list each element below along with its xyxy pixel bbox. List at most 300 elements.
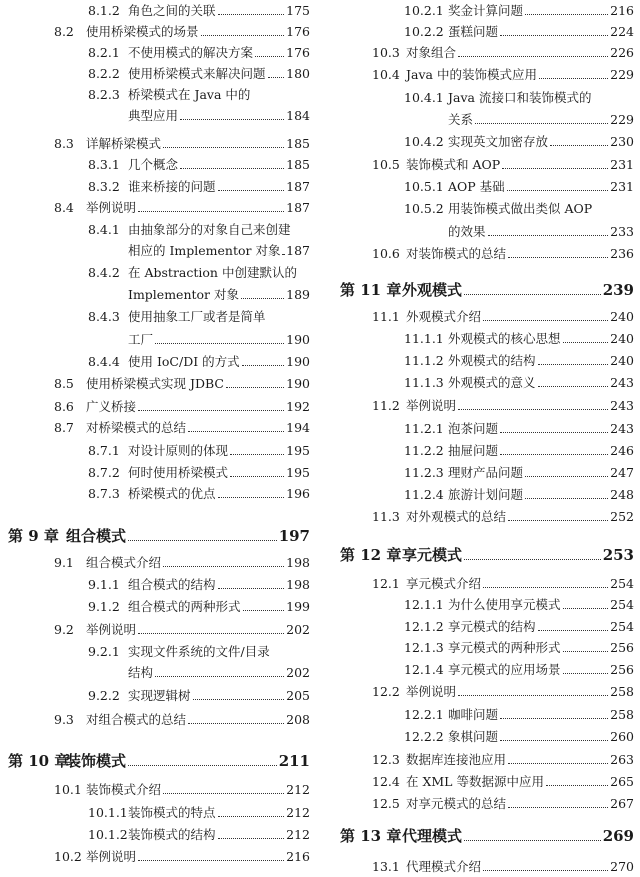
toc-entry-row xyxy=(332,176,640,197)
toc-entry-row xyxy=(332,637,640,658)
toc-leader-dots xyxy=(458,45,608,57)
toc-entry-title[interactable]: 装饰模式 xyxy=(66,752,127,770)
toc-leader-dots xyxy=(163,555,284,567)
toc-entry-number: 11.2.2 xyxy=(404,443,444,458)
toc-entry-title[interactable]: 对装饰模式的总结 xyxy=(406,246,507,261)
toc-leader-dots xyxy=(180,157,284,169)
toc-entry-number: 8.7 xyxy=(54,420,74,435)
toc-leader-dots xyxy=(241,287,284,299)
toc-leader-dots xyxy=(230,465,284,477)
toc-leader-dots xyxy=(193,688,285,700)
toc-leader-dots xyxy=(138,849,284,861)
toc-entry-row xyxy=(332,306,640,327)
toc-entry-title[interactable]: 外观模式的意义 xyxy=(448,375,536,390)
toc-entry-title[interactable]: 理财产品问题 xyxy=(448,465,524,480)
toc-entry-title[interactable]: 享元模式 xyxy=(402,546,463,564)
toc-leader-dots xyxy=(538,375,609,387)
toc-entry-title[interactable]: 谁来桥接的问题 xyxy=(128,179,216,194)
toc-leader-dots xyxy=(500,729,608,741)
toc-entry-title[interactable]: 泡茶问题 xyxy=(448,421,499,436)
toc-entry-number: 10.1 xyxy=(54,782,82,797)
toc-entry-title[interactable]: 使用桥梁模式的场景 xyxy=(86,24,199,39)
toc-page-number: 260 xyxy=(610,729,634,744)
toc-page-number: 230 xyxy=(610,134,634,149)
toc-entry-number: 11.3 xyxy=(372,509,400,524)
toc-entry-row xyxy=(332,771,640,792)
toc-entry-row xyxy=(0,176,316,197)
toc-entry-title[interactable]: 装饰模式介绍 xyxy=(86,782,162,797)
toc-page-number: 187 xyxy=(286,243,310,258)
toc-entry-row xyxy=(0,197,316,218)
toc-entry-title[interactable]: 举例说明 xyxy=(406,684,457,699)
toc-entry-number: 8.3.2 xyxy=(88,179,120,194)
toc-entry-title[interactable]: 广义桥接 xyxy=(86,399,137,414)
toc-entry-number: 11.1.3 xyxy=(404,375,444,390)
toc-entry-row xyxy=(332,484,640,505)
toc-entry-number: 8.4.4 xyxy=(88,354,120,369)
toc-page-number: 256 xyxy=(610,662,634,677)
toc-leader-dots xyxy=(483,576,608,588)
toc-entry-title[interactable]: 不使用模式的解决方案 xyxy=(128,45,254,60)
toc-entry-title[interactable]: 对设计原则的体现 xyxy=(128,443,229,458)
toc-page-number: 233 xyxy=(610,224,634,239)
toc-leader-dots xyxy=(268,66,285,78)
toc-entry-title[interactable]: 对象组合 xyxy=(406,45,457,60)
toc-entry-title[interactable]: 使用桥梁模式来解决问题 xyxy=(128,66,266,81)
toc-entry-title[interactable]: 工厂 xyxy=(128,332,154,347)
toc-leader-dots xyxy=(458,398,608,410)
toc-entry-number: 12.1.3 xyxy=(404,640,444,655)
toc-leader-dots xyxy=(138,399,284,411)
toc-entry-number: 11.2 xyxy=(372,398,400,413)
toc-leader-dots xyxy=(218,827,285,839)
toc-entry-title[interactable]: 举例说明 xyxy=(86,849,137,864)
toc-page-number: 190 xyxy=(286,332,310,347)
toc-page-number: 229 xyxy=(610,67,634,82)
toc-page-number: 246 xyxy=(610,443,634,458)
toc-entry-row xyxy=(0,619,316,640)
toc-page-number: 267 xyxy=(610,796,634,811)
toc-page-number: 184 xyxy=(286,108,310,123)
toc-entry-row xyxy=(0,483,316,504)
toc-entry-row xyxy=(0,133,316,154)
toc-leader-dots xyxy=(538,353,609,365)
toc-entry-number: 12.2 xyxy=(372,684,400,699)
toc-entry-title[interactable]: 对享元模式的总结 xyxy=(406,796,507,811)
toc-entry-title[interactable]: 数据库连接池应用 xyxy=(406,752,507,767)
toc-leader-dots xyxy=(218,3,285,15)
toc-entry-title[interactable]: 典型应用 xyxy=(128,108,179,123)
toc-entry-title[interactable]: 使用 IoC/DI 的方式 xyxy=(128,354,240,369)
toc-entry-number: 11.1 xyxy=(372,309,400,324)
toc-page-number: 175 xyxy=(286,3,310,18)
toc-entry-title[interactable]: 组合模式的两种形式 xyxy=(128,599,241,614)
toc-entry-row xyxy=(0,351,316,372)
toc-entry-number: 12.5 xyxy=(372,796,400,811)
toc-page-number: 196 xyxy=(286,486,310,501)
toc-entry-number: 12.4 xyxy=(372,774,400,789)
toc-page-number: 202 xyxy=(286,665,310,680)
toc-entry-title[interactable]: 角色之间的关联 xyxy=(128,3,216,18)
toc-entry-row xyxy=(0,440,316,461)
toc-entry-title[interactable]: 享元模式介绍 xyxy=(406,576,482,591)
toc-entry-row xyxy=(332,573,640,594)
toc-entry-row xyxy=(332,109,640,130)
toc-entry-number: 12.2.1 xyxy=(404,707,444,722)
toc-leader-dots xyxy=(508,796,608,808)
toc-entry-number: 第 13 章 xyxy=(340,827,402,845)
toc-page-number: 240 xyxy=(610,309,634,324)
toc-leader-dots xyxy=(163,136,284,148)
toc-entry-title[interactable]: 蛋糕问题 xyxy=(448,24,499,39)
toc-page-number: 226 xyxy=(610,45,634,60)
toc-entry-title[interactable]: 实现英文加密存放 xyxy=(448,134,549,149)
toc-entry-number: 12.2.2 xyxy=(404,729,444,744)
toc-entry-title[interactable]: 由抽象部分的对象自己来创建 xyxy=(128,222,291,237)
toc-entry-title[interactable]: 旅游计划问题 xyxy=(448,487,524,502)
toc-leader-dots xyxy=(475,112,608,124)
toc-leader-dots xyxy=(188,712,284,724)
toc-entry-title[interactable]: 外观模式 xyxy=(402,281,463,299)
toc-chapter-row xyxy=(332,540,640,570)
toc-entry-number: 11.2.4 xyxy=(404,487,444,502)
toc-page-number: 212 xyxy=(286,827,310,842)
toc-entry-title[interactable]: 桥梁模式的优点 xyxy=(128,486,216,501)
toc-page-number: 231 xyxy=(610,179,634,194)
toc-entry-title[interactable]: 在 XML 等数据源中应用 xyxy=(406,774,544,789)
toc-entry-row xyxy=(0,373,316,394)
toc-leader-dots xyxy=(563,331,609,343)
toc-page-number: 199 xyxy=(286,599,310,614)
toc-entry-title[interactable]: 对外观模式的总结 xyxy=(406,509,507,524)
toc-entry-number: 12.1.4 xyxy=(404,662,444,677)
toc-entry-number: 8.4.2 xyxy=(88,265,120,280)
toc-entry-row xyxy=(332,681,640,702)
toc-leader-dots xyxy=(282,243,284,255)
toc-entry-number: 9.2 xyxy=(54,622,74,637)
toc-entry-title[interactable]: 举例说明 xyxy=(86,200,137,215)
toc-leader-dots xyxy=(483,859,608,871)
toc-entry-row xyxy=(0,824,316,845)
toc-leader-dots xyxy=(500,707,608,719)
toc-entry-title[interactable]: 用装饰模式做出类似 AOP xyxy=(448,201,593,216)
toc-entry-title[interactable]: 几个概念 xyxy=(128,157,179,172)
toc-entry-title[interactable]: 关系 xyxy=(448,112,474,127)
toc-leader-dots xyxy=(138,622,284,634)
toc-leader-dots xyxy=(500,443,608,455)
toc-leader-dots xyxy=(563,662,609,674)
toc-entry-row xyxy=(0,42,316,63)
toc-entry-title[interactable]: 奖金计算问题 xyxy=(448,3,524,18)
toc-page-number: 258 xyxy=(610,707,634,722)
toc-page-number: 256 xyxy=(610,640,634,655)
toc-entry-number: 第 10 章 xyxy=(8,752,70,770)
toc-entry-number: 8.4 xyxy=(54,200,74,215)
toc-entry-title[interactable]: 享元模式的结构 xyxy=(448,619,536,634)
toc-entry-title[interactable]: 外观模式介绍 xyxy=(406,309,482,324)
toc-entry-title[interactable]: 对组合模式的总结 xyxy=(86,712,187,727)
toc-page-number: 270 xyxy=(610,859,634,874)
toc-leader-dots xyxy=(507,179,608,191)
toc-page-number: 185 xyxy=(286,136,310,151)
toc-chapter-row xyxy=(332,821,640,851)
toc-entry-row xyxy=(332,0,640,21)
toc-leader-dots xyxy=(163,782,284,794)
toc-entry-row xyxy=(332,793,640,814)
toc-page-number: 229 xyxy=(610,112,634,127)
toc-page-number: 211 xyxy=(278,752,310,770)
toc-entry-row xyxy=(0,105,316,126)
toc-entry-row xyxy=(0,662,316,683)
toc-page-number: 240 xyxy=(610,353,634,368)
toc-entry-number: 8.4.1 xyxy=(88,222,120,237)
toc-page-number: 195 xyxy=(286,443,310,458)
toc-entry-row xyxy=(0,0,316,21)
toc-entry-title[interactable]: 何时使用桥梁模式 xyxy=(128,465,229,480)
toc-page-number: 189 xyxy=(286,287,310,302)
toc-entry-row xyxy=(332,704,640,725)
toc-entry-title[interactable]: 享元模式的应用场景 xyxy=(448,662,561,677)
toc-entry-row xyxy=(0,574,316,595)
toc-entry-title[interactable]: 实现逻辑树 xyxy=(128,688,191,703)
toc-page-number: 208 xyxy=(286,712,310,727)
toc-page-number: 198 xyxy=(286,577,310,592)
toc-entry-title[interactable]: 举例说明 xyxy=(86,622,137,637)
toc-page-number: 254 xyxy=(610,576,634,591)
toc-entry-number: 10.5.2 xyxy=(404,201,444,216)
toc-page-number: 254 xyxy=(610,597,634,612)
toc-leader-dots xyxy=(483,309,608,321)
toc-leader-dots xyxy=(550,134,608,146)
toc-entry-title[interactable]: 代理模式介绍 xyxy=(406,859,482,874)
toc-page-number: 195 xyxy=(286,465,310,480)
toc-page-number: 205 xyxy=(286,688,310,703)
toc-leader-dots xyxy=(218,486,285,498)
toc-entry-title[interactable]: 组合模式 xyxy=(66,527,127,545)
toc-entry-row xyxy=(332,131,640,152)
toc-entry-number: 第 9 章 xyxy=(8,527,59,545)
toc-page-number: 240 xyxy=(610,331,634,346)
toc-entry-row xyxy=(0,240,316,261)
toc-entry-title[interactable]: 代理模式 xyxy=(402,827,463,845)
toc-entry-title[interactable]: 抽屉问题 xyxy=(448,443,499,458)
toc-entry-row xyxy=(0,709,316,730)
toc-entry-number: 10.4 xyxy=(372,67,400,82)
toc-entry-number: 8.7.3 xyxy=(88,486,120,501)
toc-leader-dots xyxy=(464,827,601,842)
toc-leader-dots xyxy=(508,246,608,258)
toc-entry-number: 8.4.3 xyxy=(88,309,120,324)
toc-leader-dots xyxy=(243,599,285,611)
toc-entry-number: 8.2.3 xyxy=(88,87,120,102)
toc-entry-number: 9.2.2 xyxy=(88,688,120,703)
toc-entry-row xyxy=(332,243,640,264)
toc-entry-number: 12.1 xyxy=(372,576,400,591)
toc-entry-title[interactable]: AOP 基础 xyxy=(448,179,505,194)
toc-leader-dots xyxy=(255,45,284,57)
toc-entry-title[interactable]: Java 流接口和装饰模式的 xyxy=(448,90,592,105)
toc-entry-number: 10.4.2 xyxy=(404,134,444,149)
toc-leader-dots xyxy=(525,3,608,15)
toc-entry-row xyxy=(332,198,640,219)
toc-leader-dots xyxy=(218,179,285,191)
toc-entry-row xyxy=(0,21,316,42)
toc-entry-row xyxy=(0,329,316,350)
toc-leader-dots xyxy=(508,752,608,764)
toc-entry-row xyxy=(332,506,640,527)
toc-chapter-row xyxy=(0,746,316,776)
toc-leader-dots xyxy=(201,24,285,36)
toc-page-number: 190 xyxy=(286,354,310,369)
toc-page-number: 185 xyxy=(286,157,310,172)
toc-page-number: 216 xyxy=(610,3,634,18)
toc-leader-dots xyxy=(525,465,608,477)
toc-entry-number: 10.5 xyxy=(372,157,400,172)
toc-entry-row xyxy=(0,596,316,617)
toc-entry-row xyxy=(0,779,316,800)
toc-leader-dots xyxy=(502,157,608,169)
toc-entry-row xyxy=(0,846,316,867)
toc-entry-title[interactable]: 咖啡问题 xyxy=(448,707,499,722)
toc-entry-number: 9.2.1 xyxy=(88,644,120,659)
toc-entry-row xyxy=(332,440,640,461)
toc-entry-number: 8.7.2 xyxy=(88,465,120,480)
toc-leader-dots xyxy=(128,752,277,767)
toc-leader-dots xyxy=(464,281,601,296)
toc-entry-row xyxy=(332,418,640,439)
toc-page-number: 239 xyxy=(602,281,634,299)
toc-entry-title[interactable]: 桥梁模式在 Java 中的 xyxy=(128,87,251,102)
toc-entry-title[interactable]: 组合模式的结构 xyxy=(128,577,216,592)
toc-entry-number: 11.1.2 xyxy=(404,353,444,368)
toc-page-number: 243 xyxy=(610,421,634,436)
toc-entry-title[interactable]: 装饰模式的特点 xyxy=(128,805,216,820)
toc-entry-title[interactable]: 结构 xyxy=(128,665,154,680)
toc-entry-title[interactable]: 享元模式的两种形式 xyxy=(448,640,561,655)
toc-page-number: 248 xyxy=(610,487,634,502)
toc-entry-row xyxy=(332,594,640,615)
toc-page-number: 176 xyxy=(286,24,310,39)
toc-page-number: 252 xyxy=(610,509,634,524)
toc-page-number: 197 xyxy=(278,527,310,545)
toc-page-number: 269 xyxy=(602,827,634,845)
toc-leader-dots xyxy=(218,805,285,817)
toc-entry-title[interactable]: Java 中的装饰模式应用 xyxy=(406,67,537,82)
toc-entry-title[interactable]: 装饰模式的结构 xyxy=(128,827,216,842)
toc-page-number: 192 xyxy=(286,399,310,414)
toc-leader-dots xyxy=(230,443,284,455)
toc-entry-number: 11.1.1 xyxy=(404,331,444,346)
toc-entry-number: 8.3.1 xyxy=(88,157,120,172)
toc-entry-number: 8.1.2 xyxy=(88,3,120,18)
toc-entry-row xyxy=(332,42,640,63)
toc-page-number: 247 xyxy=(610,465,634,480)
toc-entry-title[interactable]: 组合模式介绍 xyxy=(86,555,162,570)
toc-entry-title[interactable]: Implementor 对象 xyxy=(128,287,239,302)
toc-entry-row xyxy=(332,221,640,242)
toc-entry-number: 9.1.1 xyxy=(88,577,120,592)
toc-entry-title[interactable]: 使用桥梁模式实现 JDBC xyxy=(86,376,224,391)
toc-entry-row xyxy=(332,21,640,42)
toc-entry-row xyxy=(0,685,316,706)
toc-page-number: 224 xyxy=(610,24,634,39)
toc-entry-title[interactable]: 实现文件系统的文件/目录 xyxy=(128,644,270,659)
toc-page-number: 243 xyxy=(610,398,634,413)
toc-entry-number: 8.3 xyxy=(54,136,74,151)
toc-entry-title[interactable]: 在 Abstraction 中创建默认的 xyxy=(128,265,297,280)
toc-entry-title[interactable]: 使用抽象工厂或者是简单 xyxy=(128,309,266,324)
toc-page-number: 253 xyxy=(602,546,634,564)
toc-page-number: 190 xyxy=(286,376,310,391)
toc-entry-number: 9.1 xyxy=(54,555,74,570)
toc-page-number: 176 xyxy=(286,45,310,60)
toc-entry-title[interactable]: 举例说明 xyxy=(406,398,457,413)
toc-leader-dots xyxy=(155,332,284,344)
toc-entry-title[interactable]: 相应的 Implementor 对象 xyxy=(128,243,281,258)
toc-entry-row xyxy=(332,372,640,393)
toc-entry-title[interactable]: 对桥梁模式的总结 xyxy=(86,420,187,435)
toc-entry-number: 第 11 章 xyxy=(340,281,402,299)
toc-entry-number: 9.3 xyxy=(54,712,74,727)
toc-entry-row xyxy=(332,395,640,416)
toc-entry-number: 10.1.1 xyxy=(88,805,128,820)
toc-leader-dots xyxy=(563,597,609,609)
toc-entry-number: 11.2.1 xyxy=(404,421,444,436)
toc-leader-dots xyxy=(546,774,608,786)
toc-entry-number: 10.2 xyxy=(54,849,82,864)
toc-entry-title[interactable]: 的效果 xyxy=(448,224,486,239)
toc-entry-number: 10.5.1 xyxy=(404,179,444,194)
toc-entry-row xyxy=(332,659,640,680)
toc-entry-title[interactable]: 外观模式的结构 xyxy=(448,353,536,368)
toc-leader-dots xyxy=(458,684,608,696)
toc-page-number: 258 xyxy=(610,684,634,699)
toc-page-number: 180 xyxy=(286,66,310,81)
toc-page-number: 263 xyxy=(610,752,634,767)
toc-page-number: 187 xyxy=(286,200,310,215)
toc-entry-number: 10.4.1 xyxy=(404,90,444,105)
toc-entry-title[interactable]: 象棋问题 xyxy=(448,729,499,744)
toc-entry-title[interactable]: 装饰模式和 AOP xyxy=(406,157,501,172)
toc-entry-row xyxy=(0,802,316,823)
toc-leader-dots xyxy=(218,577,285,589)
toc-page-number: 231 xyxy=(610,157,634,172)
toc-leader-dots xyxy=(128,527,277,542)
toc-entry-number: 10.3 xyxy=(372,45,400,60)
toc-entry-row xyxy=(332,328,640,349)
toc-page-number: 212 xyxy=(286,805,310,820)
toc-page-number: 254 xyxy=(610,619,634,634)
toc-leader-dots xyxy=(464,546,601,561)
toc-page-number: 243 xyxy=(610,375,634,390)
toc-page-number: 202 xyxy=(286,622,310,637)
toc-entry-title[interactable]: 详解桥梁模式 xyxy=(86,136,162,151)
toc-entry-number: 8.2.2 xyxy=(88,66,120,81)
toc-entry-row xyxy=(0,417,316,438)
toc-entry-number: 8.2.1 xyxy=(88,45,120,60)
toc-entry-row xyxy=(0,306,316,327)
toc-page-number: 236 xyxy=(610,246,634,261)
toc-leader-dots xyxy=(500,421,608,433)
toc-leader-dots xyxy=(500,24,608,36)
toc-leader-dots xyxy=(539,67,608,79)
toc-entry-number: 10.2.2 xyxy=(404,24,444,39)
toc-entry-number: 12.1.1 xyxy=(404,597,444,612)
toc-leader-dots xyxy=(242,354,284,366)
toc-entry-title[interactable]: 外观模式的核心思想 xyxy=(448,331,561,346)
toc-entry-title[interactable]: 为什么使用享元模式 xyxy=(448,597,561,612)
toc-leader-dots xyxy=(226,376,284,388)
